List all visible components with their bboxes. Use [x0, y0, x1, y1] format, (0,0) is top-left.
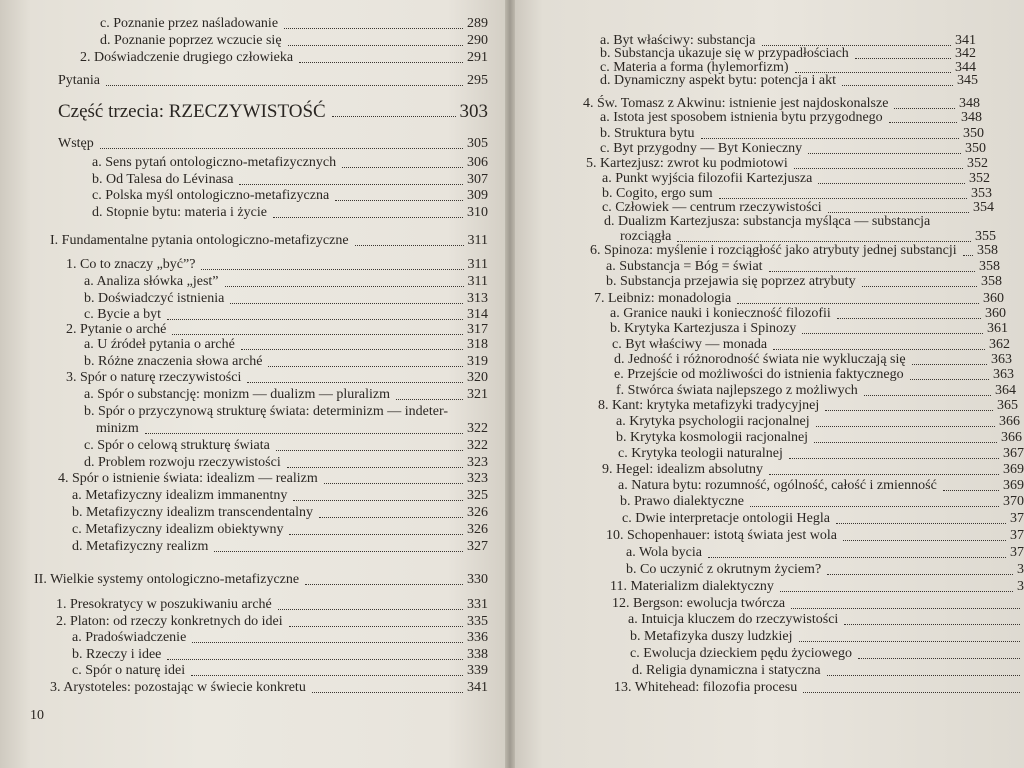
toc-entry-title: 1. Co to znaczy „być”? — [66, 257, 196, 272]
toc-entry — [58, 73, 488, 89]
toc-entry — [600, 126, 984, 142]
toc-entry-page: 353 — [971, 186, 992, 201]
dot-leader — [106, 85, 463, 86]
toc-entry-title: c. Człowiek — centrum rzeczywistości — [602, 200, 822, 215]
toc-entry-title: a. Wola bycia — [626, 545, 702, 560]
dot-leader — [289, 626, 463, 627]
toc-entry-title: d. Poznanie poprzez wczucie się — [100, 33, 282, 48]
dot-leader — [894, 108, 955, 109]
dot-leader — [305, 584, 463, 585]
dot-leader — [737, 303, 979, 304]
dot-leader — [268, 366, 463, 367]
toc-entry-page: 37 — [1010, 528, 1024, 543]
toc-entry-title: c. Krytyka teologii naturalnej — [618, 446, 783, 461]
dot-leader — [214, 551, 463, 552]
dot-leader — [889, 122, 957, 123]
toc-entry — [92, 172, 488, 188]
dot-leader — [963, 255, 973, 256]
toc-entry-title: a. Istota jest sposobem istnienia bytu przygodnego — [600, 110, 883, 125]
dot-leader — [825, 410, 993, 411]
toc-entry — [72, 647, 488, 663]
toc-entry-page: 291 — [467, 50, 488, 65]
toc-entry — [594, 291, 1004, 307]
dot-leader — [396, 399, 463, 400]
toc-entry — [616, 414, 1020, 430]
toc-entry-title: b. Co uczynić z okrutnym życiem? — [626, 562, 822, 577]
dot-leader — [828, 212, 969, 213]
dot-leader — [299, 62, 463, 63]
toc-entry-title: 3. Spór o naturę rzeczywistości — [66, 370, 242, 385]
toc-entry — [618, 478, 1024, 494]
dot-leader — [837, 318, 981, 319]
toc-entry-title: b. Doświadczyć istnienia — [84, 291, 225, 306]
dot-leader — [836, 523, 1006, 524]
toc-entry-page: 326 — [467, 505, 488, 520]
dot-leader — [864, 395, 991, 396]
toc-entry-title: 3. Arystoteles: pozostając w świecie konkretu — [50, 680, 306, 695]
toc-entry-title: d. Dualizm Kartezjusza: substancja myśląca — substancja — [604, 214, 931, 229]
toc-entry — [92, 155, 488, 171]
dot-leader — [844, 624, 1020, 625]
toc-entry — [612, 337, 1010, 353]
toc-entry — [84, 307, 488, 323]
toc-entry-page: 307 — [467, 172, 488, 187]
toc-entry — [618, 446, 1024, 462]
dot-leader — [239, 184, 463, 185]
dot-leader — [191, 675, 463, 676]
toc-entry-title: 2. Pytanie o arché — [66, 322, 167, 337]
toc-entry — [84, 455, 488, 471]
dot-leader — [288, 45, 463, 46]
dot-leader — [145, 433, 463, 434]
toc-entry — [50, 680, 488, 696]
toc-entry-title: c. Dwie interpretacje ontologii Hegla — [622, 511, 830, 526]
toc-entry — [72, 522, 488, 538]
toc-entry-title: a. Granice nauki i konieczność filozofii — [610, 306, 831, 321]
toc-entry — [72, 539, 488, 555]
toc-entry-title: b. Różne znaczenia słowa arché — [84, 354, 263, 369]
toc-entry-title: b. Od Talesa do Lévinasa — [92, 172, 234, 187]
toc-entry-page: 348 — [959, 96, 980, 111]
toc-entry-title: c. Spór o naturę idei — [72, 663, 186, 678]
dot-leader — [335, 200, 463, 201]
toc-entry — [66, 322, 488, 338]
dot-leader — [167, 319, 463, 320]
page-number: 10 — [30, 708, 44, 723]
toc-entry-page: 360 — [985, 306, 1006, 321]
toc-entry-page: 335 — [467, 614, 488, 629]
toc-entry-title: a. Intuicja kluczem do rzeczywistości — [628, 612, 839, 627]
toc-entry — [600, 141, 986, 157]
dot-leader — [677, 241, 971, 242]
toc-entry-title: d. Stopnie bytu: materia i życie — [92, 205, 267, 220]
toc-entry-page: 350 — [963, 126, 984, 141]
toc-entry-title: a. Sens pytań ontologiczno-metafizycznych — [92, 155, 337, 170]
toc-entry — [66, 370, 488, 386]
dot-leader — [843, 540, 1006, 541]
toc-entry — [606, 528, 1024, 544]
toc-entry-title: 8. Kant: krytyka metafizyki tradycyjnej — [598, 398, 820, 413]
toc-entry-title: minizm — [96, 421, 139, 436]
toc-entry-title: c. Spór o celową strukturę świata — [84, 438, 270, 453]
dot-leader — [284, 28, 463, 29]
toc-entry-title: c. Ewolucja dzieckiem pędu życiowego — [630, 646, 852, 661]
toc-entry — [586, 156, 988, 172]
toc-entry — [72, 505, 488, 521]
dot-leader — [769, 271, 975, 272]
toc-entry — [72, 663, 488, 679]
toc-entry — [626, 545, 1024, 561]
toc-entry — [598, 398, 1018, 414]
toc-entry-page: 303 — [459, 101, 488, 122]
toc-entry-title: f. Stwórca świata najlepszego z możliwych — [616, 383, 858, 398]
toc-entry-page: 319 — [467, 354, 488, 369]
toc-entry — [610, 306, 1006, 322]
toc-entry-page: 37 — [1010, 511, 1024, 526]
toc-entry-title: b. Prawo dialektyczne — [620, 494, 745, 509]
toc-entry-title: b. Rzeczy i idee — [72, 647, 162, 662]
dot-leader — [201, 269, 463, 270]
toc-entry-title: I. Fundamentalne pytania ontologiczno-metafizyczne — [50, 233, 349, 248]
toc-entry-page: 363 — [993, 367, 1014, 382]
dot-leader — [287, 467, 463, 468]
toc-entry — [58, 101, 488, 122]
dot-leader — [332, 116, 456, 117]
dot-leader — [780, 591, 1013, 592]
toc-entry — [92, 188, 488, 204]
toc-entry-title: 6. Spinoza: myślenie i rozciągłość jako atrybuty jednej substancji — [590, 243, 957, 258]
toc-entry-title: 4. Spór o istnienie świata: idealizm — realizm — [58, 471, 318, 486]
toc-entry-page: 367 — [1003, 446, 1024, 461]
dot-leader — [230, 303, 463, 304]
toc-entry-page: 305 — [467, 136, 488, 151]
toc-entry — [620, 494, 1024, 510]
toc-entry-page: 366 — [1001, 430, 1022, 445]
toc-entry-title: 4. Św. Tomasz z Akwinu: istnienie jest najdoskonalsze — [583, 96, 889, 111]
dot-leader — [241, 349, 463, 350]
dot-leader — [802, 333, 983, 334]
toc-entry-title: b. Metafizyka duszy ludzkiej — [630, 629, 793, 644]
toc-entry-title: Wstęp — [58, 136, 94, 151]
dot-leader — [818, 183, 965, 184]
toc-entry-page: 320 — [467, 370, 488, 385]
toc-entry-title: rozciągła — [620, 229, 672, 244]
toc-entry — [100, 16, 488, 32]
toc-entry — [84, 438, 488, 454]
toc-entry-title: d. Problem rozwoju rzeczywistości — [84, 455, 281, 470]
toc-entry — [614, 680, 1024, 696]
dot-leader — [355, 245, 464, 246]
dot-leader — [814, 442, 997, 443]
toc-entry-title: a. Spór o substancję: monizm — dualizm — pluralizm — [84, 387, 390, 402]
toc-entry-title: 12. Bergson: ewolucja twórcza — [612, 596, 786, 611]
toc-entry-title: e. Przejście od możliwości do istnienia faktycznego — [614, 367, 904, 382]
dot-leader — [276, 450, 463, 451]
toc-entry-page: 355 — [975, 229, 996, 244]
toc-entry-page: 314 — [467, 307, 488, 322]
toc-entry — [80, 50, 488, 66]
toc-entry-title: Część trzecia: RZECZYWISTOŚĆ — [58, 101, 326, 122]
dot-leader — [816, 426, 995, 427]
toc-entry-title: a. Krytyka psychologii racjonalnej — [616, 414, 810, 429]
toc-entry — [66, 257, 488, 273]
toc-entry-page: 366 — [999, 414, 1020, 429]
toc-entry — [614, 367, 1014, 383]
toc-entry-title: 1. Presokratycy w poszukiwaniu arché — [56, 597, 272, 612]
toc-entry-page: 37 — [1010, 545, 1024, 560]
toc-entry-title: a. Pradoświadczenie — [72, 630, 187, 645]
toc-entry-page: 317 — [467, 322, 488, 337]
toc-entry — [630, 646, 1024, 662]
dot-leader — [167, 659, 463, 660]
dot-leader — [701, 138, 960, 139]
toc-entry — [590, 243, 998, 259]
toc-entry-page: 327 — [467, 539, 488, 554]
dot-leader — [312, 692, 463, 693]
toc-entry — [630, 629, 1024, 645]
dot-leader — [910, 379, 989, 380]
toc-entry-page: 290 — [467, 33, 488, 48]
toc-entry — [58, 136, 488, 152]
toc-entry — [614, 352, 1012, 368]
toc-entry-title: b. Metafizyczny idealizm transcendentalny — [72, 505, 314, 520]
dot-leader — [708, 557, 1006, 558]
toc-entry-page: 369 — [1003, 462, 1024, 477]
toc-entry-page: 331 — [467, 597, 488, 612]
toc-entry-page: 326 — [467, 522, 488, 537]
toc-entry — [606, 259, 1000, 275]
toc-entry — [602, 171, 990, 187]
toc-entry-title: 2. Doświadczenie drugiego człowieka — [80, 50, 294, 65]
toc-entry-page: 361 — [987, 321, 1008, 336]
toc-entry-page: 311 — [467, 233, 488, 248]
toc-entry-page: 311 — [467, 274, 488, 289]
toc-entry-page: 306 — [467, 155, 488, 170]
toc-entry — [616, 383, 1016, 399]
toc-entry-page: 358 — [981, 274, 1002, 289]
toc-entry — [84, 274, 488, 290]
toc-entry-title: II. Wielkie systemy ontologiczno-metafizyczne — [34, 572, 300, 587]
dot-leader — [342, 167, 463, 168]
toc-entry-title: c. Metafizyczny idealizm obiektywny — [72, 522, 284, 537]
toc-entry-title: c. Bycie a byt — [84, 307, 161, 322]
toc-entry-page: 3 — [1017, 579, 1024, 594]
toc-entry-title: a. Punkt wyjścia filozofii Kartezjusza — [602, 171, 813, 186]
toc-entry — [632, 663, 1024, 679]
toc-entry-title: b. Krytyka kosmologii racjonalnej — [616, 430, 809, 445]
dot-leader — [827, 574, 1013, 575]
dot-leader — [319, 517, 463, 518]
toc-entry-page: 370 — [1003, 494, 1024, 509]
toc-entry-title: 13. Whitehead: filozofia procesu — [614, 680, 798, 695]
toc-entry — [626, 562, 1024, 578]
toc-entry — [600, 110, 982, 126]
toc-entry — [56, 597, 488, 613]
toc-entry-page: 311 — [467, 257, 488, 272]
toc-entry — [606, 274, 1002, 290]
toc-entry-page: 325 — [467, 488, 488, 503]
toc-entry-title: 11. Materializm dialektyczny — [610, 579, 774, 594]
toc-entry — [602, 462, 1024, 478]
toc-entry-page: 323 — [467, 455, 488, 470]
toc-entry-title: b. Krytyka Kartezjusza i Spinozy — [610, 321, 797, 336]
dot-leader — [273, 217, 463, 218]
toc-entry — [84, 291, 488, 307]
dot-leader — [289, 534, 463, 535]
toc-entry-title: d. Metafizyczny realizm — [72, 539, 209, 554]
dot-leader — [789, 458, 999, 459]
toc-entry-title: a. Natura bytu: rozumność, ogólność, całość i zmienność — [618, 478, 937, 493]
toc-entry-title: c. Byt przygodny — Byt Konieczny — [600, 141, 803, 156]
toc-entry-title: 10. Schopenhauer: istotą świata jest wola — [606, 528, 837, 543]
toc-entry-title: b. Cogito, ergo sum — [602, 186, 713, 201]
toc-entry-page: 342 — [955, 46, 976, 61]
dot-leader — [912, 364, 987, 365]
toc-entry-page: 341 — [467, 680, 488, 695]
dot-leader — [827, 675, 1020, 676]
toc-entry-page: 310 — [467, 205, 488, 220]
dot-leader — [794, 168, 963, 169]
toc-entry-page: 330 — [467, 572, 488, 587]
toc-entry-page: 322 — [467, 438, 488, 453]
toc-entry-title: 2. Platon: od rzeczy konkretnych do idei — [56, 614, 283, 629]
toc-entry-title: b. Substancja przejawia się poprzez atrybuty — [606, 274, 856, 289]
toc-entry-page: 323 — [467, 471, 488, 486]
toc-entry-page: 339 — [467, 663, 488, 678]
toc-entry — [92, 205, 488, 221]
toc-entry — [628, 612, 1024, 628]
dot-leader — [862, 286, 977, 287]
toc-entry — [84, 387, 488, 403]
toc-entry-page: 3 — [1017, 562, 1024, 577]
toc-entry-title: d. Dynamiczny aspekt bytu: potencja i akt — [600, 73, 836, 88]
toc-entry-page: 309 — [467, 188, 488, 203]
toc-entry-title: b. Struktura bytu — [600, 126, 695, 141]
toc-entry-title: a. Substancja = Bóg = świat — [606, 259, 763, 274]
toc-entry-page: 313 — [467, 291, 488, 306]
dot-leader — [293, 500, 463, 501]
toc-entry — [616, 430, 1022, 446]
dot-leader — [769, 474, 999, 475]
toc-entry — [72, 488, 488, 504]
dot-leader — [808, 153, 961, 154]
toc-entry — [610, 579, 1024, 595]
book-gutter — [505, 0, 515, 768]
toc-entry — [72, 630, 488, 646]
toc-entry-page: 322 — [467, 421, 488, 436]
toc-entry — [96, 421, 488, 437]
toc-entry-page: 318 — [467, 337, 488, 352]
toc-entry-title: c. Byt właściwy — monada — [612, 337, 768, 352]
toc-entry-page: 350 — [965, 141, 986, 156]
dot-leader — [791, 608, 1020, 609]
toc-entry-title: d. Jedność i różnorodność świata nie wykluczają się — [614, 352, 906, 367]
toc-entry — [34, 572, 488, 588]
toc-entry-title: 9. Hegel: idealizm absolutny — [602, 462, 763, 477]
toc-entry — [612, 596, 1024, 612]
dot-leader — [100, 148, 463, 149]
dot-leader — [750, 506, 999, 507]
toc-entry — [58, 471, 488, 487]
toc-entry-page: 362 — [989, 337, 1010, 352]
dot-leader — [773, 349, 985, 350]
toc-entry-title: 7. Leibniz: monadologia — [594, 291, 732, 306]
dot-leader — [225, 286, 464, 287]
toc-entry-title: b. Spór o przyczynową strukturę świata: determinizm — indeter- — [84, 404, 448, 419]
toc-entry-page: 369 — [1003, 478, 1024, 493]
toc-entry-title: Pytania — [58, 73, 100, 88]
toc-entry-page: 341 — [955, 33, 976, 48]
toc-entry-page: 364 — [995, 383, 1016, 398]
dot-leader — [278, 609, 463, 610]
dot-leader — [855, 58, 951, 59]
toc-entry-page: 352 — [967, 156, 988, 171]
toc-entry-title: a. Byt właściwy: substancja — [600, 33, 756, 48]
toc-entry-title: a. Metafizyczny idealizm immanentny — [72, 488, 288, 503]
toc-entry-page: 358 — [977, 243, 998, 258]
toc-entry-title: b. Substancja ukazuje się w przypadłościach — [600, 46, 849, 61]
dot-leader — [192, 642, 463, 643]
toc-entry — [600, 73, 978, 89]
toc-entry — [84, 354, 488, 370]
toc-entry-title: c. Materia a forma (hylemorfizm) — [600, 60, 789, 75]
dot-leader — [858, 658, 1020, 659]
toc-entry — [56, 614, 488, 630]
toc-entry-page: 365 — [997, 398, 1018, 413]
dot-leader — [324, 483, 463, 484]
toc-entry-page: 352 — [969, 171, 990, 186]
dot-leader — [803, 692, 1020, 693]
toc-entry-title: d. Religia dynamiczna i statyczna — [632, 663, 821, 678]
toc-entry-title: c. Polska myśl ontologiczno-metafizyczna — [92, 188, 330, 203]
dot-leader — [943, 490, 999, 491]
toc-entry-title: 5. Kartezjusz: zwrot ku podmiotowi — [586, 156, 788, 171]
toc-entry-page: 345 — [957, 73, 978, 88]
toc-entry-page: 354 — [973, 200, 994, 215]
toc-entry-title: a. Analiza słówka „jest” — [84, 274, 219, 289]
dot-leader — [799, 641, 1020, 642]
toc-entry-page: 336 — [467, 630, 488, 645]
toc-entry-page: 358 — [979, 259, 1000, 274]
toc-entry — [84, 337, 488, 353]
toc-entry-page: 338 — [467, 647, 488, 662]
toc-entry — [50, 233, 488, 249]
toc-entry-page: 295 — [467, 73, 488, 88]
dot-leader — [842, 85, 953, 86]
toc-entry-title: a. U źródeł pytania o arché — [84, 337, 235, 352]
toc-entry-page: 360 — [983, 291, 1004, 306]
toc-entry — [622, 511, 1024, 527]
toc-entry — [100, 33, 488, 49]
toc-entry-page: 363 — [991, 352, 1012, 367]
toc-entry-page: 344 — [955, 60, 976, 75]
dot-leader — [247, 382, 463, 383]
dot-leader — [719, 198, 967, 199]
toc-entry-page: 289 — [467, 16, 488, 31]
dot-leader — [172, 334, 463, 335]
toc-entry — [610, 321, 1008, 337]
toc-entry-title: c. Poznanie przez naśladowanie — [100, 16, 279, 31]
toc-entry-page: 348 — [961, 110, 982, 125]
toc-entry-page: 321 — [467, 387, 488, 402]
